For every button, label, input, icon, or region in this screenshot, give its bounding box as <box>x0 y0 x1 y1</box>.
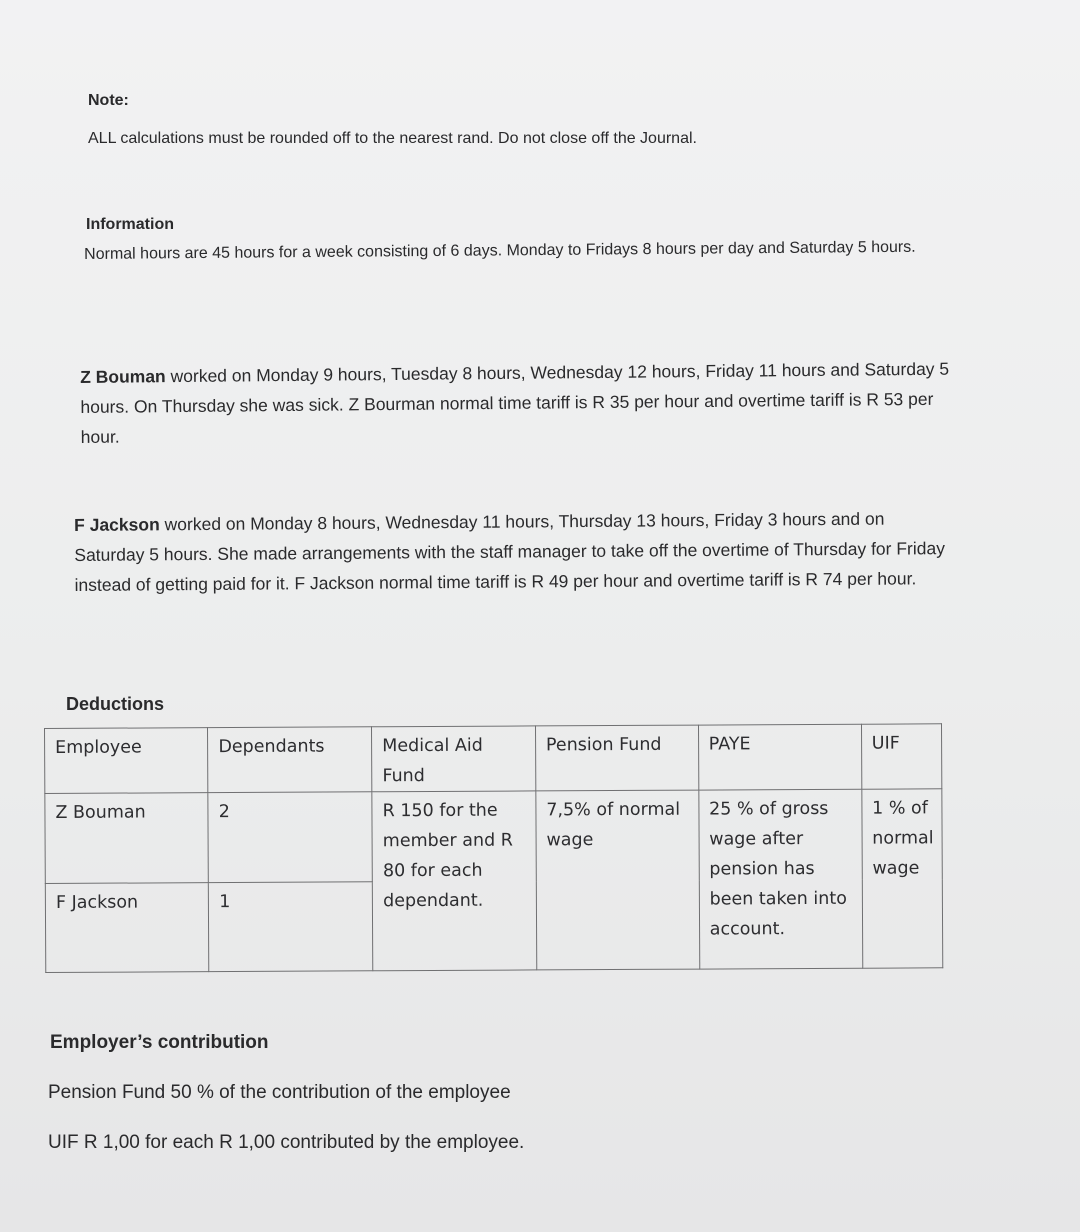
table-header-row <box>45 724 942 794</box>
employer-contribution-label: Employer’s contribution <box>50 1032 269 1053</box>
deductions-table <box>44 723 943 973</box>
header-employee: Employee <box>45 728 209 794</box>
medical-aid-rule-cell: R 150 for the member and R 80 for each dependant. <box>372 791 537 971</box>
bouman-name: Z Bouman <box>80 366 166 387</box>
jackson-name: F Jackson <box>74 514 160 535</box>
dependants-cell: 2 <box>208 792 372 883</box>
header-pension: Pension Fund <box>535 725 698 791</box>
paye-rule-cell: 25 % of gross wage after pension has been taken into account. <box>698 789 862 969</box>
header-uif: UIF <box>861 724 942 789</box>
information-label: Information <box>86 216 174 233</box>
employer-uif-line: UIF R 1,00 for each R 1,00 contributed by the employee. <box>48 1132 525 1153</box>
employee-cell: F Jackson <box>45 883 209 973</box>
header-medical-aid: Medical Aid Fund <box>372 726 536 792</box>
header-paye: PAYE <box>698 724 861 790</box>
bouman-text: worked on Monday 9 hours, Tuesday 8 hours, Wednesday 12 hours, Friday 11 hours and Saturday 5 hours. On Thursday she was sick. Z Bourman normal time tariff is R 35 per hour and overtime tariff is R 53 per hour. <box>80 358 950 447</box>
pension-rule-cell: 7,5% of normal wage <box>536 790 700 970</box>
dependants-cell: 1 <box>209 882 373 972</box>
jackson-text: worked on Monday 8 hours, Wednesday 11 hours, Thursday 13 hours, Friday 3 hours and on Saturday 5 hours. She made arrangements with the staff manager to take off the overtime of Thursday for Friday instead of getting paid for it. F Jackson normal time tariff is R 49 per hour and overtime tariff is R 74 per hour. <box>74 508 946 595</box>
deductions-label: Deductions <box>66 694 165 714</box>
note-label: Note: <box>88 92 129 109</box>
bouman-paragraph <box>80 354 951 452</box>
uif-rule-cell: 1 % of normal wage <box>862 789 943 968</box>
table-row <box>45 789 942 884</box>
deductions-table-wrap <box>44 723 943 973</box>
employer-pension-line: Pension Fund 50 % of the contribution of the employee <box>48 1082 511 1103</box>
header-dependants: Dependants <box>208 727 372 793</box>
information-text: Normal hours are 45 hours for a week consisting of 6 days. Monday to Fridays 8 hours per day and Saturday 5 hours. <box>84 238 916 263</box>
employee-cell: Z Bouman <box>45 793 209 884</box>
jackson-paragraph <box>74 503 955 600</box>
note-text: ALL calculations must be rounded off to the nearest rand. Do not close off the Journal. <box>88 130 697 147</box>
